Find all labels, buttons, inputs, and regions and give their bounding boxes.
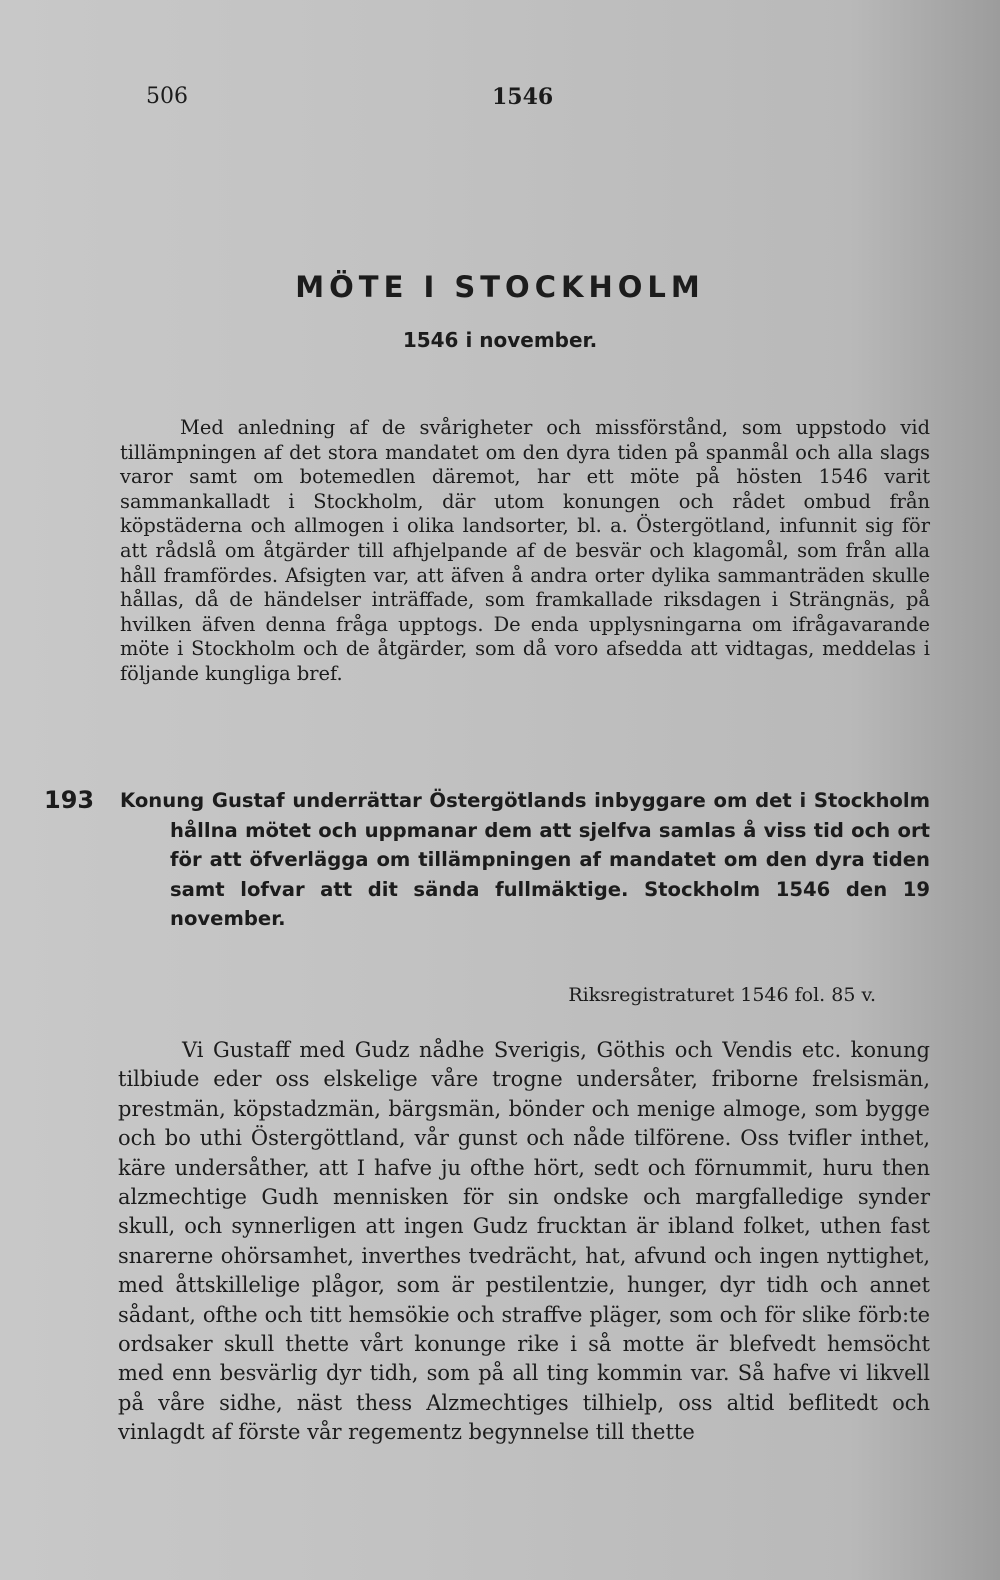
source-reference: Riksregistraturet 1546 fol. 85 v. xyxy=(568,984,876,1006)
letter-text: Vi Gustaff med Gudz nådhe Sverigis, Göthis och Vendis etc. konung tilbiude eder oss elskelige våre trogne undersåter, friborne frelsismän, prestmän, köpstadzmän, bärgsmän, bönder och menige almoge, som bygge och bo uthi Östergöttland, vår gunst och nåde tilförene. Oss tvifler inthet, käre undersåther, att I hafve ju ofthe hört, sedt och förnummit, huru then alzmechtige Gudh mennisken för sin ondske och margfalledige synder skull, och synnerligen att ingen Gudz frucktan är ibland folket, uthen fast snarerne ohörsamhet, inverthes tvedrächt, hat, afvund och ingen nyttighet, med åttskillelige plågor, som är pestilentzie, hunger, dyr tidh och annet sådant, ofthe och titt hemsökie och straffve pläger, som och för slike förb:te ordsaker skull thette vårt konunge rike i så motte är blefvedt hemsöcht med enn besvärlig dyr tidh, som på all ting kommin var. Så hafve vi likvell på våre sidhe, näst thess Alzmechtiges tilhielp, oss altid beflitedt och vinlagdt af förste vår regementz begynnelse till thette xyxy=(118,1038,930,1445)
document-summary: Konung Gustaf underrättar Östergötlands inbyggare om det i Stockholm hållna mötet och uppmanar dem att sjelfva samlas å viss tid och ort för att öfverlägga om tillämpningen af mandatet om den dyra tiden samt lofvar att dit sända fullmäktige. Stockholm 1546 den 19 november. xyxy=(120,789,930,931)
intro-paragraph: Med anledning af de svårigheter och missförstånd, som uppstodo vid tillämpningen af det stora mandatet om den dyra tiden på spanmål och alla slags varor samt om botemedlen däremot, har ett möte på hösten 1546 varit sammankalladt i Stockholm, där utom konungen och rådet ombud från köpstäderna och allmogen i olika landsorter, bl. a. Östergötland, infunnit sig för att rådslå om åtgärder till afhjelpande af de besvär och klagomål, som från alla håll framfördes. Afsigten var, att äfven å andra orter dylika sammanträden skulle hållas, då de händelser inträffade, som framkallade riksdagen i Strängnäs, på hvilken äfven denna fråga upptogs. De enda upplysningarna om ifrågavarande möte i Stockholm och de åtgärder, som då voro afsedda att vidtagas, meddelas i följande kungliga bref. xyxy=(120,416,930,685)
document-number: 193 xyxy=(44,786,95,814)
running-header-year: 1546 xyxy=(492,84,554,110)
page-number: 506 xyxy=(146,84,188,109)
section-title: MÖTE I STOCKHOLM xyxy=(295,270,705,304)
section-date: 1546 i november. xyxy=(402,328,598,352)
